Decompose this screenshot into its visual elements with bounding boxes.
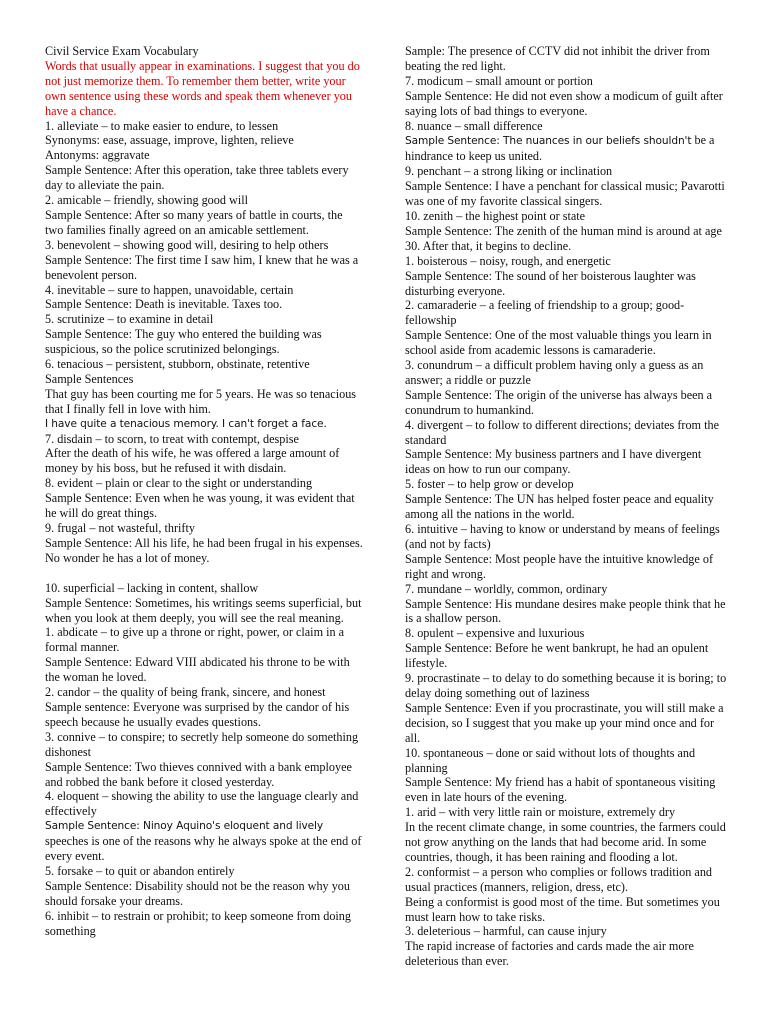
entry-line: 1. boisterous – noisy, rough, and energetic (405, 253, 611, 268)
entry-line: 4. divergent – to follow to different directions; deviates from the standard (405, 417, 719, 447)
entry-line: Sample Sentence: Even when he was young, it was evident that he will do great things. (45, 491, 355, 521)
entry-line: Being a conformist is good most of the time. But sometimes you must learn how to take risks. (405, 894, 720, 924)
entry-line: 3. conundrum – a difficult problem having only a guess as an answer; a riddle or puzzle (405, 358, 704, 387)
entry-line: 8. opulent – expensive and luxurious (405, 626, 585, 641)
entry-line: 6. inhibit – to restrain or prohibit; to keep someone from doing something (45, 908, 351, 938)
entry-line: 1. arid – with very little rain or moisture, extremely dry (405, 805, 676, 820)
entry-line: 4. eloquent – showing the ability to use the language clearly and effectively (45, 789, 359, 819)
entry-line: 2. conformist – a person who complies or follows tradition and usual practices (manners, religion, dress, etc). (405, 864, 713, 894)
entry-line: The rapid increase of factories and cards made the air more deleterious than ever. (405, 939, 694, 969)
entry-line: 9. frugal – not wasteful, thrifty (45, 521, 195, 535)
entry-line: Sample Sentence: My friend has a habit of spontaneous visiting even in late hours of the evening. (405, 775, 716, 805)
entry-line: In the recent climate change, in some countries, the farmers could not grow anything on the lands that had become arid. In some countries, though, it has been raining and flooding a lot. (405, 820, 726, 864)
entry-line-part: Sample Sentence: The nuances in our beliefs shouldn't (405, 135, 692, 148)
entry-line: After the death of his wife, he was offered a large amount of money by his boss, but he refused it with disdain. (45, 446, 340, 476)
intro-note: Words that usually appear in examinations. I suggest that you do not just memorize them. To remember them better, write your own sentence using these words and speak them whenever you have a chance. (45, 58, 360, 118)
entry-line: Sample Sentences (45, 371, 134, 386)
entry-line: 5. foster – to help grow or develop (405, 477, 574, 492)
entry-line: 7. mundane – worldly, common, ordinary (405, 581, 608, 596)
entry-line: Sample sentence: Everyone was surprised by the candor of his speech because he usually evades questions. (45, 699, 350, 729)
entry-line: 3. deleterious – harmful, can cause injury (405, 924, 607, 939)
entry-line: 2. camaraderie – a feeling of friendship to a group; good-fellowship (405, 298, 685, 328)
entry-line: Sample Sentence: He did not even show a modicum of guilt after saying lots of bad things to everyone. (405, 88, 723, 118)
entry-line: Sample Sentence: The first time I saw him, I knew that he was a benevolent person. (45, 252, 359, 282)
entry-line: Sample Sentence: After so many years of battle in courts, the two families finally agreed on an amicable settlement. (45, 207, 343, 237)
entry-line: 8. nuance – small difference (405, 118, 543, 133)
entry-line: Sample Sentence: Sometimes, his writings seems superficial, but when you look at them deeply, you will see the real meaning. (45, 595, 362, 625)
entry-line: Sample Sentence: Disability should not be the reason why you should forsake your dreams. (45, 878, 350, 908)
entry-line: Sample Sentence: Before he went bankrupt, he had an opulent lifestyle. (405, 641, 709, 671)
entry-line: 4. inevitable – sure to happen, unavoidable, certain (45, 282, 294, 297)
entry-line: Sample Sentence: The guy who entered the building was suspicious, so the police scrutinized belongings. (45, 327, 322, 357)
entry-line: I have quite a tenacious memory. I can't forget a face. (45, 417, 327, 430)
document-title: Civil Service Exam Vocabulary (45, 44, 199, 58)
entry-line: 1. alleviate – to make easier to endure, to lessen (45, 118, 279, 133)
entry-line: 8. evident – plain or clear to the sight or understanding (45, 476, 313, 491)
entry-line: 7. modicum – small amount or portion (405, 73, 593, 88)
entry-line: speeches is one of the reasons why he always spoke at the end of every event. (45, 834, 362, 864)
entry-line: Sample: The presence of CCTV did not inhibit the driver from beating the red light. (405, 44, 710, 73)
entry-line: Sample Sentence: Even if you procrastinate, you will still make a decision, so I suggest that you make up your mind once and for all. (405, 700, 724, 745)
entry-line: 3. connive – to conspire; to secretly help someone do something dishonest (45, 729, 359, 759)
entry-line: 10. superficial – lacking in content, shallow (45, 580, 259, 595)
entry-line: Sample Sentence: The zenith of the human mind is around at age 30. After that, it begins to decline. (405, 223, 722, 253)
entry-line: Sample Sentence: The UN has helped foster peace and equality among all the nations in the world. (405, 492, 714, 522)
entry-line: Sample Sentence: Ninoy Aquino's eloquent and lively (45, 820, 324, 833)
entry-line: 5. forsake – to quit or abandon entirely (45, 863, 235, 878)
entry-line: Sample Sentence: His mundane desires make people think that he is a shallow person. (405, 596, 726, 626)
entry-line: 10. spontaneous – done or said without lots of thoughts and planning (405, 745, 696, 775)
entry-line (405, 133, 727, 164)
entry-line: 10. zenith – the highest point or state (405, 208, 586, 223)
right-column (405, 44, 727, 969)
spacer (45, 566, 363, 581)
entry-line: Sample Sentence: One of the most valuable things you learn in school aside from academic lessons is camaraderie. (405, 328, 712, 358)
entry-line: 7. disdain – to scorn, to treat with contempt, despise (45, 431, 299, 446)
entry-line-part: be a hindrance to keep us united. (405, 133, 715, 164)
entry-line: 5. scrutinize – to examine in detail (45, 312, 214, 327)
entry-line: Sample Sentence: The origin of the universe has always been a conundrum to humankind. (405, 387, 713, 417)
entry-line: 9. penchant – a strong liking or inclination (405, 164, 613, 179)
entry-line: Sample Sentence: After this operation, take three tablets every day to alleviate the pain. (45, 163, 349, 193)
entry-line: Sample Sentence: Death is inevitable. Taxes too. (45, 297, 283, 312)
entry-line: Sample Sentence: The sound of her boisterous laughter was disturbing everyone. (405, 268, 696, 298)
entry-line: Sample Sentence: All his life, he had been frugal in his expenses. No wonder he has a lot of money. (45, 535, 363, 565)
entry-line: 9. procrastinate – to delay to do something because it is boring; to delay doing something out of laziness (405, 671, 727, 700)
entry-line: Sample Sentence: Edward VIII abdicated his throne to be with the woman he loved. (45, 655, 350, 685)
entry-line: Sample Sentence: I have a penchant for classical music; Pavarotti was one of my favorite classical singers. (405, 179, 725, 209)
entry-line: Synonyms: ease, assuage, improve, lighten, relieve (45, 133, 294, 148)
entry-line: Sample Sentence: Two thieves connived with a bank employee and robbed the bank before it closed yesterday. (45, 759, 352, 789)
entry-line: 1. abdicate – to give up a throne or right, power, or claim in a formal manner. (45, 625, 345, 655)
left-column (45, 44, 363, 938)
entry-line: 6. intuitive – having to know or understand by means of feelings (and not by facts) (405, 522, 720, 551)
entry-line: That guy has been courting me for 5 years. He was so tenacious that I finally fell in love with him. (45, 386, 357, 416)
entry-line: 3. benevolent – showing good will, desiring to help others (45, 237, 329, 252)
entry-line: 6. tenacious – persistent, stubborn, obstinate, retentive (45, 357, 310, 372)
entry-line: Sample Sentence: My business partners and I have divergent ideas on how to run our company. (405, 447, 702, 477)
entry-line: 2. candor – the quality of being frank, sincere, and honest (45, 685, 326, 700)
entry-line: 2. amicable – friendly, showing good will (45, 193, 248, 208)
entry-line: Antonyms: aggravate (45, 148, 150, 163)
entry-line: Sample Sentence: Most people have the intuitive knowledge of right and wrong. (405, 551, 713, 581)
